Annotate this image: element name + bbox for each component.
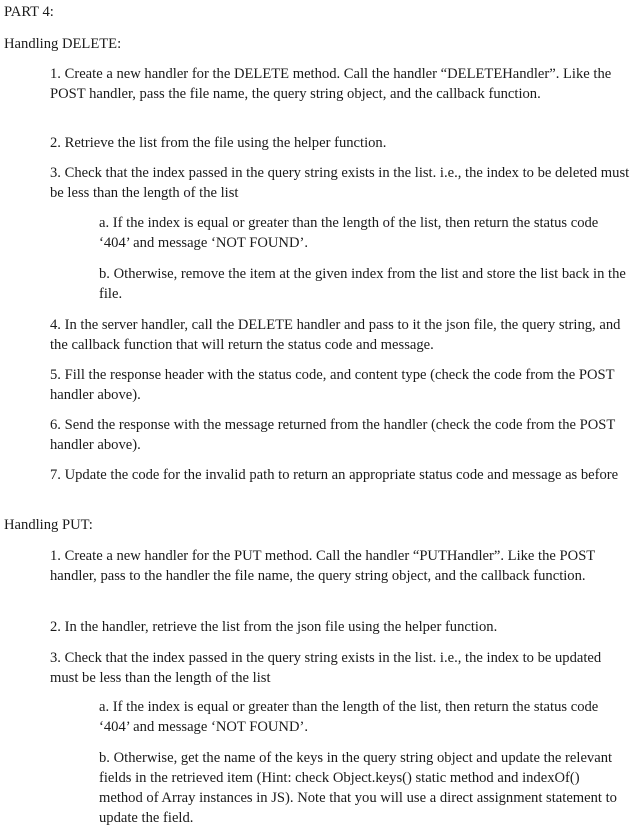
put-step-2: 2. In the handler, retrieve the list from the json file using the helper function.: [50, 619, 498, 635]
delete-step-6: 6. Send the response with the message returned from the handler (check the code from the POST handler above).: [50, 417, 616, 453]
part-title: PART 4:: [4, 4, 54, 20]
delete-step-4: 4. In the server handler, call the DELETE handler and pass to it the json file, the query string, and the callback function that will return the status code and message.: [50, 317, 621, 353]
delete-step-1: 1. Create a new handler for the DELETE method. Call the handler “DELETEHandler”. Like the POST handler, pass the file name, the query string object, and the callback function.: [50, 66, 612, 102]
put-step-1: 1. Create a new handler for the PUT method. Call the handler “PUTHandler”. Like the POST handler, pass to the handler the file name, the query string object, and the callback function.: [50, 548, 595, 584]
delete-substep-a: a. If the index is equal or greater than the length of the list, then return the status code ‘404’ and message ‘NOT FOUND’.: [99, 215, 599, 251]
delete-step-3: 3. Check that the index passed in the query string exists in the list. i.e., the index to be deleted must be less than the length of the list: [50, 165, 630, 201]
delete-step-5: 5. Fill the response header with the status code, and content type (check the code from the POST handler above).: [50, 367, 615, 403]
put-substep-b: b. Otherwise, get the name of the keys in the query string object and update the relevant fields in the retrieved item (Hint: check Object.keys() static method and indexOf() method of Array instances in JS). Note that you will use a direct assignment statement to update the field.: [99, 750, 617, 826]
put-substep-a: a. If the index is equal or greater than the length of the list, then return the status code ‘404’ and message ‘NOT FOUND’.: [99, 699, 599, 735]
put-step-3: 3. Check that the index passed in the query string exists in the list. i.e., the index to be updated must be less than the length of the list: [50, 650, 602, 686]
delete-section-heading: Handling DELETE:: [4, 36, 122, 52]
delete-step-2: 2. Retrieve the list from the file using the helper function.: [50, 135, 387, 151]
put-section-heading: Handling PUT:: [4, 517, 93, 533]
delete-step-7: 7. Update the code for the invalid path to return an appropriate status code and message as before: [50, 467, 619, 483]
delete-substep-b: b. Otherwise, remove the item at the given index from the list and store the list back in the file.: [99, 266, 626, 302]
